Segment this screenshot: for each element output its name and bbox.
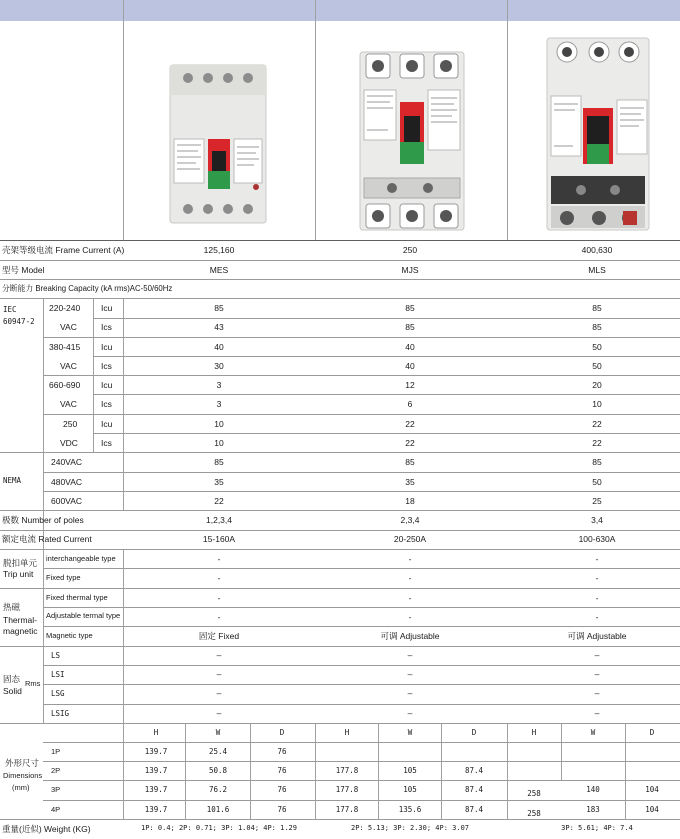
model-mjs: MJS	[401, 265, 419, 275]
iec-value: 85	[592, 303, 602, 313]
grid-line	[123, 549, 124, 723]
dimension-value: 183	[586, 805, 600, 814]
grid-line	[0, 588, 680, 589]
solid-type: LSG	[51, 689, 65, 698]
dimension-value: 87.4	[464, 805, 484, 814]
grid-line	[43, 299, 44, 723]
dimension-value: 76	[277, 805, 287, 814]
dimension-value: 76	[277, 785, 287, 794]
circuit-breaker-mjs-photo	[358, 50, 466, 232]
dimension-col-header: H	[344, 728, 350, 737]
iec-voltage: VAC	[60, 399, 77, 409]
grid-line	[0, 530, 680, 531]
iec-type: Icu	[101, 419, 113, 429]
solid-type: LSI	[51, 670, 65, 679]
grid-line	[0, 510, 680, 511]
trip-unit-value: -	[217, 573, 221, 583]
dimension-value: 25.4	[208, 747, 228, 756]
dimension-value: 139.7	[144, 747, 168, 756]
grid-line	[43, 665, 680, 666]
grid-line	[507, 0, 508, 240]
poles-label: 极数 Number of poles	[2, 515, 84, 525]
dimension-col-header: H	[531, 728, 537, 737]
grid-line	[43, 337, 680, 338]
header-cell-mes	[124, 0, 315, 21]
thermal-magnetic-label: 热磁	[3, 602, 21, 612]
grid-line	[123, 723, 124, 819]
iec-value: 85	[405, 303, 415, 313]
iec-value: 10	[214, 419, 224, 429]
grid-line	[315, 0, 316, 240]
dimension-value: 258	[527, 789, 541, 798]
dimension-col-header: W	[590, 728, 596, 737]
trip-unit-value: -	[408, 554, 412, 564]
solid-value: –	[594, 669, 600, 679]
iec-value: 85	[214, 303, 224, 313]
weight-value: 1P: 0.4; 2P: 0.71; 3P: 1.04; 4P: 1.29	[141, 824, 297, 832]
dimension-value: 104	[645, 785, 659, 794]
poles-value: 3,4	[591, 515, 603, 525]
dimension-col-header: W	[407, 728, 413, 737]
dimension-pole: 2P	[51, 766, 61, 775]
iec-value: 10	[592, 399, 602, 409]
nema-value: 25	[592, 496, 602, 506]
iec-value: 10	[214, 438, 224, 448]
nema-value: 85	[214, 457, 224, 467]
header-cell-label	[0, 0, 123, 21]
iec-value: 50	[592, 361, 602, 371]
rated-current-value: 15-160A	[202, 534, 236, 544]
iec-type: Icu	[101, 303, 113, 313]
nema-value: 22	[214, 496, 224, 506]
circuit-breaker-mls-photo	[545, 36, 651, 232]
frame-current-label: 壳架等级电流 Frame Current (A)	[2, 245, 125, 255]
solid-value: –	[594, 708, 600, 718]
thermal-magnetic-value: -	[217, 593, 221, 603]
iec-type: Ics	[101, 322, 112, 332]
dimension-value: 177.8	[335, 785, 359, 794]
model-mes: MES	[209, 265, 229, 275]
dimensions-label: 外形尺寸	[5, 758, 40, 768]
dimension-value: 140	[586, 785, 600, 794]
iec-value: 40	[214, 342, 224, 352]
dimension-pole: 3P	[51, 785, 61, 794]
grid-line	[0, 298, 680, 299]
trip-unit-label: 脱扣单元	[3, 558, 38, 568]
grid-line	[43, 684, 680, 685]
grid-line	[441, 723, 442, 819]
iec-value: 22	[405, 438, 415, 448]
iec-value: 20	[592, 380, 602, 390]
thermal-magnetic-value: 可调 Adjustable	[567, 631, 627, 641]
trip-unit-value: -	[408, 573, 412, 583]
thermal-magnetic-value: -	[595, 593, 599, 603]
iec-value: 3	[216, 380, 222, 390]
grid-line	[123, 0, 124, 240]
solid-value: –	[216, 669, 222, 679]
dimension-value: 105	[403, 785, 417, 794]
header-cell-mjs	[316, 0, 507, 21]
grid-line	[93, 356, 680, 357]
solid-value: –	[216, 708, 222, 718]
grid-line	[561, 723, 562, 780]
solid-value: –	[216, 688, 222, 698]
weight-label: 重量(近似) Weight (KG)	[2, 824, 91, 834]
iec-voltage: VDC	[60, 438, 78, 448]
grid-line	[43, 780, 561, 781]
grid-line	[378, 723, 379, 819]
iec-value: 22	[592, 438, 602, 448]
dimensions-unit: (mm)	[12, 783, 30, 792]
rated-current-value: 100-630A	[578, 534, 616, 544]
nema-value: 18	[405, 496, 415, 506]
thermal-magnetic-type: Adjustable termal type	[46, 611, 121, 620]
rated-current-value: 20-250A	[393, 534, 427, 544]
grid-line	[185, 723, 186, 819]
iec-type: Ics	[101, 361, 112, 371]
solid-value: –	[407, 650, 413, 660]
nema-value: 85	[592, 457, 602, 467]
rated-current-label: 额定电流 Rated Current	[2, 534, 92, 544]
thermal-magnetic-value: -	[595, 612, 599, 622]
iec-type: Icu	[101, 380, 113, 390]
grid-line	[93, 394, 680, 395]
solid-value: –	[216, 650, 222, 660]
dimension-col-header: D	[471, 728, 477, 737]
grid-line	[43, 742, 680, 743]
dimension-value: 139.7	[144, 766, 168, 775]
grid-line	[0, 646, 680, 647]
dimension-value: 76.2	[208, 785, 228, 794]
dimension-value: 101.6	[206, 805, 230, 814]
solid-label-en: Solid	[3, 686, 22, 696]
grid-line	[561, 780, 680, 781]
iec-value: 3	[216, 399, 222, 409]
frame-current-mjs: 250	[402, 245, 418, 255]
dimension-pole: 1P	[51, 747, 61, 756]
grid-line	[0, 279, 680, 280]
grid-line	[43, 472, 680, 473]
thermal-magnetic-label-en: Thermal-	[3, 615, 38, 625]
nema-value: 50	[592, 477, 602, 487]
iec-value: 6	[407, 399, 413, 409]
weight-value: 2P: 5.13; 3P: 2.30; 4P: 3.07	[350, 824, 470, 832]
grid-line	[93, 318, 680, 319]
trip-unit-value: -	[217, 554, 221, 564]
model-label: 型号 Model	[2, 265, 45, 275]
dimension-value: 87.4	[464, 785, 484, 794]
iec-type: Ics	[101, 438, 112, 448]
frame-current-mes: 125,160	[203, 245, 235, 255]
grid-line	[0, 549, 680, 550]
dimension-col-header: W	[215, 728, 221, 737]
grid-line	[0, 260, 680, 261]
nema-value: 35	[214, 477, 224, 487]
thermal-magnetic-type: Magnetic type	[46, 631, 93, 640]
dimension-value: 105	[403, 766, 417, 775]
thermal-magnetic-type: Fixed thermal type	[46, 593, 108, 602]
thermal-magnetic-label-en: magnetic	[3, 626, 38, 636]
iec-voltage: VAC	[60, 361, 77, 371]
iec-voltage: 660-690	[49, 380, 81, 390]
header-cell-mls	[508, 0, 680, 21]
iec-value: 40	[405, 361, 415, 371]
poles-value: 2,3,4	[400, 515, 420, 525]
grid-line	[43, 375, 680, 376]
dimension-value: 135.6	[398, 805, 422, 814]
frame-current-mls: 400,630	[581, 245, 613, 255]
dimension-value: 258	[527, 809, 541, 818]
dimension-value: 104	[645, 805, 659, 814]
thermal-magnetic-value: 可调 Adjustable	[380, 631, 440, 641]
trip-unit-value: -	[595, 573, 599, 583]
dimension-col-header: D	[279, 728, 285, 737]
grid-line	[43, 704, 680, 705]
dimension-col-header: H	[153, 728, 159, 737]
solid-value: –	[594, 688, 600, 698]
dimension-col-header: D	[649, 728, 655, 737]
grid-line	[0, 240, 680, 241]
iec-value: 85	[405, 322, 415, 332]
solid-value: –	[594, 650, 600, 660]
grid-line	[123, 299, 124, 511]
grid-line	[250, 723, 251, 819]
iec-value: 50	[592, 342, 602, 352]
solid-label: 固态	[3, 674, 21, 684]
dimension-value: 139.7	[144, 805, 168, 814]
grid-line	[0, 723, 680, 724]
grid-line	[43, 568, 680, 569]
model-mls: MLS	[588, 265, 606, 275]
grid-line	[43, 607, 680, 608]
iec-voltage: VAC	[60, 322, 77, 332]
iec-value: 43	[214, 322, 224, 332]
dimension-value: 76	[277, 766, 287, 775]
solid-value: –	[407, 708, 413, 718]
solid-value: –	[407, 688, 413, 698]
poles-value: 1,2,3,4	[206, 515, 232, 525]
iec-value: 12	[405, 380, 415, 390]
grid-line	[43, 800, 680, 801]
iec-value: 30	[214, 361, 224, 371]
grid-line	[0, 452, 680, 453]
iec-voltage: 250	[63, 419, 78, 429]
grid-line	[43, 491, 680, 492]
nema-value: 35	[405, 477, 415, 487]
trip-unit-type: Fixed type	[46, 573, 81, 582]
nema-voltage: 240VAC	[51, 457, 83, 467]
thermal-magnetic-value: 固定 Fixed	[198, 631, 240, 641]
grid-line	[43, 414, 680, 415]
dimension-value: 76	[277, 747, 287, 756]
circuit-breaker-mes-photo	[168, 63, 268, 225]
grid-line	[507, 723, 508, 819]
thermal-magnetic-value: -	[217, 612, 221, 622]
dimension-value: 177.8	[335, 805, 359, 814]
dimension-value: 139.7	[144, 785, 168, 794]
breaking-capacity-label: 分断能力 Breaking Capacity (kA rms)AC-50/60Hz	[2, 284, 173, 293]
dimension-value: 177.8	[335, 766, 359, 775]
dimensions-label-en: Dimensions	[3, 771, 43, 780]
grid-line	[315, 723, 316, 819]
dimension-value: 50.8	[208, 766, 228, 775]
trip-unit-type: interchangeable type	[46, 554, 116, 563]
nema-voltage: 600VAC	[51, 496, 83, 506]
dimension-pole: 4P	[51, 805, 61, 814]
iec-label: IEC	[3, 305, 17, 314]
thermal-magnetic-value: -	[408, 593, 412, 603]
iec-value: 22	[405, 419, 415, 429]
grid-line	[43, 626, 680, 627]
grid-line	[0, 819, 680, 820]
iec-type: Ics	[101, 399, 112, 409]
trip-unit-value: -	[595, 554, 599, 564]
grid-line	[625, 723, 626, 819]
nema-voltage: 480VAC	[51, 477, 83, 487]
solid-type: LS	[51, 651, 61, 660]
iec-value: 40	[405, 342, 415, 352]
iec-voltage: 380-415	[49, 342, 81, 352]
iec-voltage: 220-240	[49, 303, 81, 313]
iec-value: 85	[592, 322, 602, 332]
dimension-value: 87.4	[464, 766, 484, 775]
weight-value: 3P: 5.61; 4P: 7.4	[561, 824, 633, 832]
iec-value: 22	[592, 419, 602, 429]
iec-standard-label: 60947-2	[3, 317, 35, 326]
thermal-magnetic-value: -	[408, 612, 412, 622]
grid-line	[43, 761, 680, 762]
grid-line	[93, 433, 680, 434]
nema-label: NEMA	[3, 476, 22, 485]
solid-rms-label: Rms	[25, 679, 41, 688]
nema-value: 85	[405, 457, 415, 467]
solid-type: LSIG	[51, 709, 70, 718]
solid-value: –	[407, 669, 413, 679]
iec-type: Icu	[101, 342, 113, 352]
trip-unit-label-en: Trip unit	[3, 569, 34, 579]
